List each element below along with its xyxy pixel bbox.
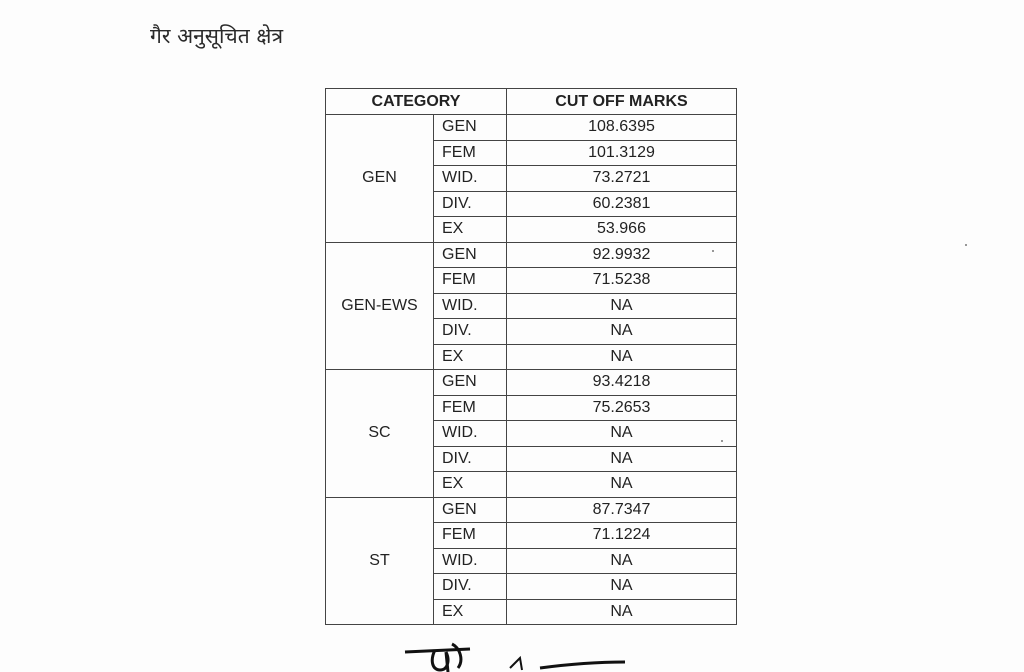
header-cutoff-marks: CUT OFF MARKS [507, 89, 737, 115]
header-category: CATEGORY [326, 89, 507, 115]
cutoff-value-cell: 73.2721 [507, 166, 737, 192]
subcategory-cell: EX [434, 599, 507, 625]
subcategory-cell: GEN [434, 115, 507, 141]
subcategory-cell: FEM [434, 395, 507, 421]
subcategory-cell: GEN [434, 242, 507, 268]
table-body [326, 115, 737, 625]
subcategory-cell: EX [434, 217, 507, 243]
subcategory-cell: FEM [434, 268, 507, 294]
category-group-cell: ST [326, 497, 434, 625]
subcategory-cell: DIV. [434, 574, 507, 600]
cutoff-value-cell: 101.3129 [507, 140, 737, 166]
scan-speck [965, 244, 967, 246]
cutoff-value-cell: 93.4218 [507, 370, 737, 396]
subcategory-cell: WID. [434, 548, 507, 574]
subcategory-cell: DIV. [434, 446, 507, 472]
cutoff-value-cell: 53.966 [507, 217, 737, 243]
cutoff-table [325, 88, 737, 625]
table-row [326, 242, 737, 268]
category-group-cell: GEN-EWS [326, 242, 434, 370]
cutoff-value-cell: NA [507, 548, 737, 574]
cutoff-value-cell: 75.2653 [507, 395, 737, 421]
signature [400, 640, 640, 672]
cutoff-value-cell: NA [507, 319, 737, 345]
table-row [326, 115, 737, 141]
page-heading: गैर अनुसूचित क्षेत्र [150, 24, 284, 48]
subcategory-cell: DIV. [434, 191, 507, 217]
scan-speck [712, 250, 714, 252]
cutoff-value-cell: 87.7347 [507, 497, 737, 523]
cutoff-value-cell: 71.5238 [507, 268, 737, 294]
cutoff-value-cell: NA [507, 574, 737, 600]
subcategory-cell: WID. [434, 293, 507, 319]
subcategory-cell: EX [434, 344, 507, 370]
subcategory-cell: DIV. [434, 319, 507, 345]
cutoff-value-cell: 71.1224 [507, 523, 737, 549]
table-row [326, 497, 737, 523]
subcategory-cell: FEM [434, 523, 507, 549]
cutoff-value-cell: NA [507, 446, 737, 472]
cutoff-value-cell: 92.9932 [507, 242, 737, 268]
cutoff-value-cell: NA [507, 344, 737, 370]
subcategory-cell: EX [434, 472, 507, 498]
subcategory-cell: FEM [434, 140, 507, 166]
cutoff-value-cell: 108.6395 [507, 115, 737, 141]
cutoff-value-cell: NA [507, 599, 737, 625]
category-group-cell: GEN [326, 115, 434, 243]
cutoff-value-cell: NA [507, 472, 737, 498]
table-row [326, 370, 737, 396]
subcategory-cell: GEN [434, 370, 507, 396]
table-header-row [326, 89, 737, 115]
category-group-cell: SC [326, 370, 434, 498]
cutoff-value-cell: NA [507, 293, 737, 319]
subcategory-cell: GEN [434, 497, 507, 523]
cutoff-value-cell: 60.2381 [507, 191, 737, 217]
subcategory-cell: WID. [434, 421, 507, 447]
cutoff-value-cell: NA [507, 421, 737, 447]
scan-speck [721, 440, 723, 442]
subcategory-cell: WID. [434, 166, 507, 192]
